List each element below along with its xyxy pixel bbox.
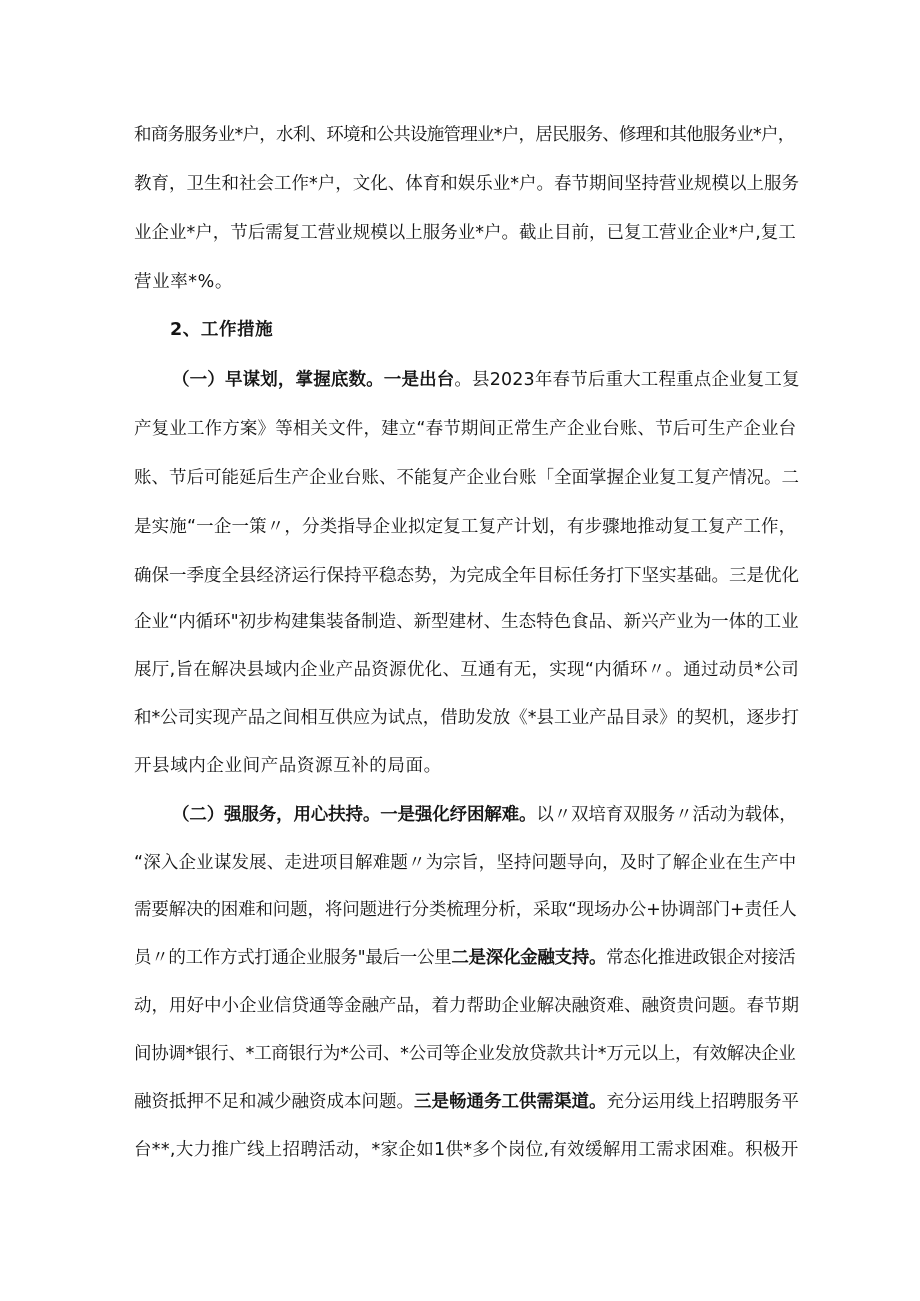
text-line: 产复业工作方案》等相关文件，建立“春节期间正常生产企业台账、节后可生产企业台 — [134, 419, 797, 439]
paragraph-2-first-line — [172, 801, 797, 829]
text-line: 确保一季度全县经济运行保持平稳态势，为完成全年目标任务打下坚实基础。三是优化 — [134, 566, 799, 586]
bold-text-span: 三是畅通务工供需渠道。 — [414, 1092, 607, 1112]
text-line: 展厅,旨在解决县域内企业产品资源优化、互通有无，实现“内循环〃。通过动员*公司 — [134, 660, 800, 680]
text-line: 台**,大力推广线上招聘活动，*家企如1供*多个岗位,有效缓解用工需求困难。积极开 — [134, 1140, 799, 1160]
paragraph-2-lead-text: 以〃双培育双服务〃活动为载体， — [536, 805, 797, 825]
paragraph-1-first-line — [172, 366, 800, 394]
text-line: 账、节后可能延后生产企业台账、不能复产企业台账「全面掌握企业复工复产情况。二 — [134, 468, 799, 488]
text-line: 企业“内循环"初步构建集装备制造、新型建材、生态特色食品、新兴产业为一体的工业 — [134, 612, 799, 632]
text-line: 营业率*%。 — [134, 272, 233, 292]
text-line — [134, 1088, 799, 1116]
text-line — [134, 944, 795, 972]
paragraph-1-bold-lead: （一）早谋划，掌握底数。一是出台 — [172, 370, 455, 390]
text-line: 开县域内企业间产品资源互补的局面。 — [134, 756, 442, 776]
text-span: 融资抵押不足和减少融资成本问题。 — [134, 1092, 414, 1112]
text-span: 员〃的工作方式打通企业服务"最后一公里 — [134, 948, 452, 968]
paragraph-2-bold-lead: （二）强服务，用心扶持。一是强化纾困解难。 — [172, 805, 537, 825]
bold-text-span: 二是深化金融支持。 — [451, 948, 607, 968]
text-line: “深入企业谋发展、走进项目解难题〃为宗旨，坚持问题导向，及时了解企业在生产中 — [134, 853, 797, 873]
text-line: 业企业*户，节后需复工营业规模以上服务业*户。截止目前，已复工营业企业*户,复工 — [134, 223, 796, 243]
text-line: 和*公司实现产品之间相互供应为试点，借助发放《*县工业产品目录》的契机，逐步打 — [134, 708, 799, 728]
paragraph-1-lead-text: 。县2023年春节后重大工程重点企业复工复 — [454, 370, 800, 390]
text-line: 是实施“一企一策〃，分类指导企业拟定复工复产计划，有步骤地推动复工复产工作， — [134, 517, 797, 537]
text-line: 动，用好中小企业信贷通等金融产品，着力帮助企业解决融资难、融资贵问题。春节期 — [134, 996, 799, 1016]
text-span: 充分运用线上招聘服务平 — [606, 1092, 799, 1112]
text-line: 和商务服务业*户，水利、环境和公共设施管理业*户，居民服务、修理和其他服务业*户， — [134, 125, 795, 145]
text-line: 间协调*银行、*工商银行为*公司、*公司等企业发放贷款共计*万元以上，有效解决企业 — [134, 1044, 796, 1064]
text-line: 需要解决的困难和问题，将问题进行分类梳理分析，采取“现场办公+协调部门+责任人 — [134, 900, 797, 920]
text-line: 教育，卫生和社会工作*户，文化、体育和娱乐业*户。春节期间坚持营业规模以上服务 — [134, 174, 799, 194]
section-heading: 2、工作措施 — [170, 320, 274, 340]
text-span: 常态化推进政银企对接活 — [606, 948, 796, 968]
